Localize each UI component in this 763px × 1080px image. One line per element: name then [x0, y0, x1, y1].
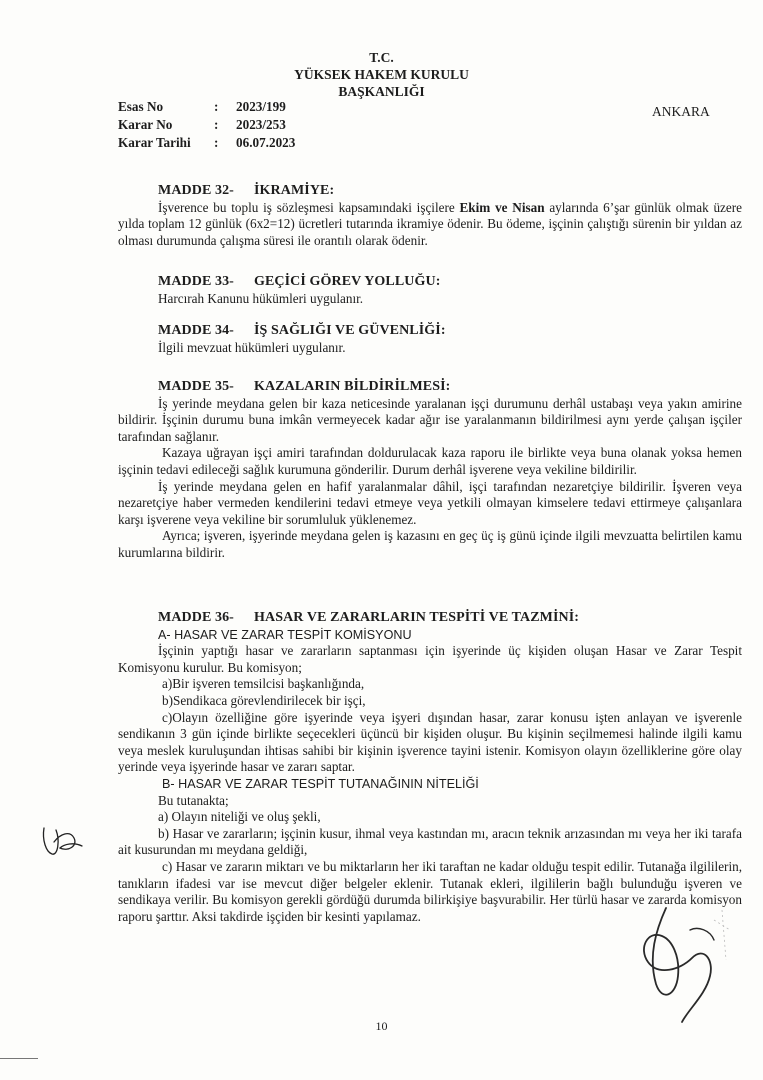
scan-mark [0, 1058, 38, 1059]
meta-sep: : [214, 99, 219, 114]
meta-value: 2023/253 [236, 117, 286, 132]
list-item: a)Bir işveren temsilcisi başkanlığında, [162, 676, 365, 692]
handwritten-initials [38, 818, 88, 863]
article-paragraph: Kazaya uğrayan işçi amiri tarafından doldurulacak kaza raporu ile birlikte veya buna olanak yoksa hemen işçinin tedavi edileceği sağlık kurumuna gönderilir. Durum derhâl işverene veya vekiline bildirilir. [118, 445, 742, 477]
signature [618, 900, 738, 1030]
article-paragraph [118, 200, 742, 250]
meta-karar [118, 117, 286, 134]
article-paragraph: İşçinin yaptığı hasar ve zararların saptanması için işyerinde üç kişiden oluşan Hasar ve Zarar Tespit Komisyonu kurulur. Bu komisyon; [118, 643, 742, 675]
meta-esas [118, 99, 286, 116]
article-32 [118, 183, 742, 249]
meta-value: 06.07.2023 [236, 135, 296, 150]
article-36 [118, 610, 742, 925]
city-label: ANKARA [652, 104, 710, 119]
article-paragraph: İş yerinde meydana gelen en hafif yaralanmalar dâhil, işçi tarafından nezaretçiye bildirilir. İşveren veya nezaretçiye haber vermeden kendilerini tedavi etmeye veya yetkili olmayan kimselere tedavi ettirmeye çalışanlara karşı işverene veya vekiline bir sorumluluk yüklenemez. [118, 478, 742, 527]
article-number: MADDE 35- [158, 379, 234, 394]
bold-text-run: Ekim ve Nisan [459, 199, 545, 215]
page-number: 10 [375, 1019, 388, 1033]
subsection-a-title: A- HASAR VE ZARAR TESPİT KOMİSYONU [158, 627, 412, 642]
meta-sep: : [214, 135, 219, 150]
article-title: HASAR VE ZARARLARIN TESPİTİ VE TAZMİNİ: [254, 610, 580, 625]
meta-key: Karar Tarihi [118, 135, 191, 150]
article-35 [118, 379, 742, 562]
article-heading [118, 379, 742, 396]
meta-key: Karar No [118, 117, 173, 132]
list-item: c)Olayın özelliğine göre işyerinde veya işyeri dışından hasar, zarar konusu işten anlayan ve işverenle sendikanın 3 gün içinde birlikte seçecekleri üçüncü bir kişiden oluşur. Bu kişinin seçilmemesi halinde ilgili kamu veya meslek kuruluşundan ihtisas sahibi bir kişinin işverence tayini istenir. Komisyon olayın özelliklerine göre olay yerinde veya işyerinde hasar ve zararı saptar. [118, 709, 742, 775]
article-number: MADDE 33- [158, 274, 234, 289]
article-heading [118, 274, 742, 291]
article-heading [118, 183, 742, 200]
article-paragraph: Bu tutanakta; [158, 792, 229, 808]
article-33 [118, 274, 742, 307]
article-title: İŞ SAĞLIĞI VE GÜVENLİĞİ: [254, 323, 446, 338]
meta-value: 2023/199 [236, 99, 286, 114]
article-paragraph: Harcırah Kanunu hükümleri uygulanır. [158, 290, 364, 306]
article-heading [118, 323, 742, 340]
text-run: aylarında 6’şar günlük olmak üzere yılda toplam 12 günlük (6x2=12) ücretleri tutarında ikramiye ödenir. Bu ödeme, işçinin çalıştığı sürenin bir yıldan az olması durumunda çalışma süresi ile orantılı olarak ödenir. [118, 199, 742, 248]
article-34 [118, 323, 742, 356]
article-paragraph: Ayrıca; işveren, işyerinde meydana gelen iş kazasını en geç üç iş günü içinde ilgili mevzuatta belirtilen kamu kurumlarına bildirir. [118, 528, 742, 560]
article-heading [118, 610, 742, 627]
meta-key: Esas No [118, 99, 164, 114]
list-item: a) Olayın niteliği ve oluş şekli, [158, 809, 321, 825]
article-number: MADDE 32- [158, 183, 234, 198]
meta-sep: : [214, 117, 219, 132]
meta-karar-tarihi [118, 135, 295, 152]
article-title: KAZALARIN BİLDİRİLMESİ: [254, 379, 451, 394]
header-institution: YÜKSEK HAKEM KURULU [294, 67, 469, 82]
header-tc: T.C. [369, 50, 394, 65]
article-number: MADDE 34- [158, 323, 234, 338]
list-item: b) Hasar ve zararların; işçinin kusur, ihmal veya kastından mı, aracın teknik arızasından mı veya her iki tarafa ait kusurundan mı meydana geldiği, [118, 825, 742, 858]
article-paragraph: İlgili mevzuat hükümleri uygulanır. [158, 339, 346, 355]
list-item: c) Hasar ve zararın miktarı ve bu miktarların her iki taraftan ne kadar olduğu tespit edilir. Tutanağa ilgililerin, tanıkların ifadesi var ise mevcut diğer belgeler eklenir. Tutanak ekleri, ilgililerin bağlı bulunduğu işveren ve sendikaya verilir. Bu komisyon gerekli gördüğü durumda bilirkişiye başvurabilir. Her türlü hasar ve zararda komisyon raporu şarttır. Aksi takdirde işçiden bir kesinti yapılamaz. [118, 858, 742, 924]
header-presidency: BAŞKANLIĞI [338, 84, 425, 99]
article-title: GEÇİCİ GÖREV YOLLUĞU: [254, 274, 441, 289]
text-run: İşverence bu toplu iş sözleşmesi kapsamındaki işçilere [158, 199, 460, 215]
article-paragraph: İş yerinde meydana gelen bir kaza neticesinde yaralanan işçi durumunu derhâl ustabaşı veya yakın amirine bildirir. İşçinin durumu buna imkân vermeyecek kadar ağır ise yaralanmanın bildirilmesi aynı yerde çalışan işçiler tarafından sağlanır. [118, 395, 742, 444]
subsection-b-title: B- HASAR VE ZARAR TESPİT TUTANAĞININ NİTELİĞİ [162, 776, 479, 791]
article-number: MADDE 36- [158, 610, 234, 625]
list-item: b)Sendikaca görevlendirilecek bir işçi, [162, 692, 366, 708]
article-title: İKRAMİYE: [254, 183, 335, 198]
